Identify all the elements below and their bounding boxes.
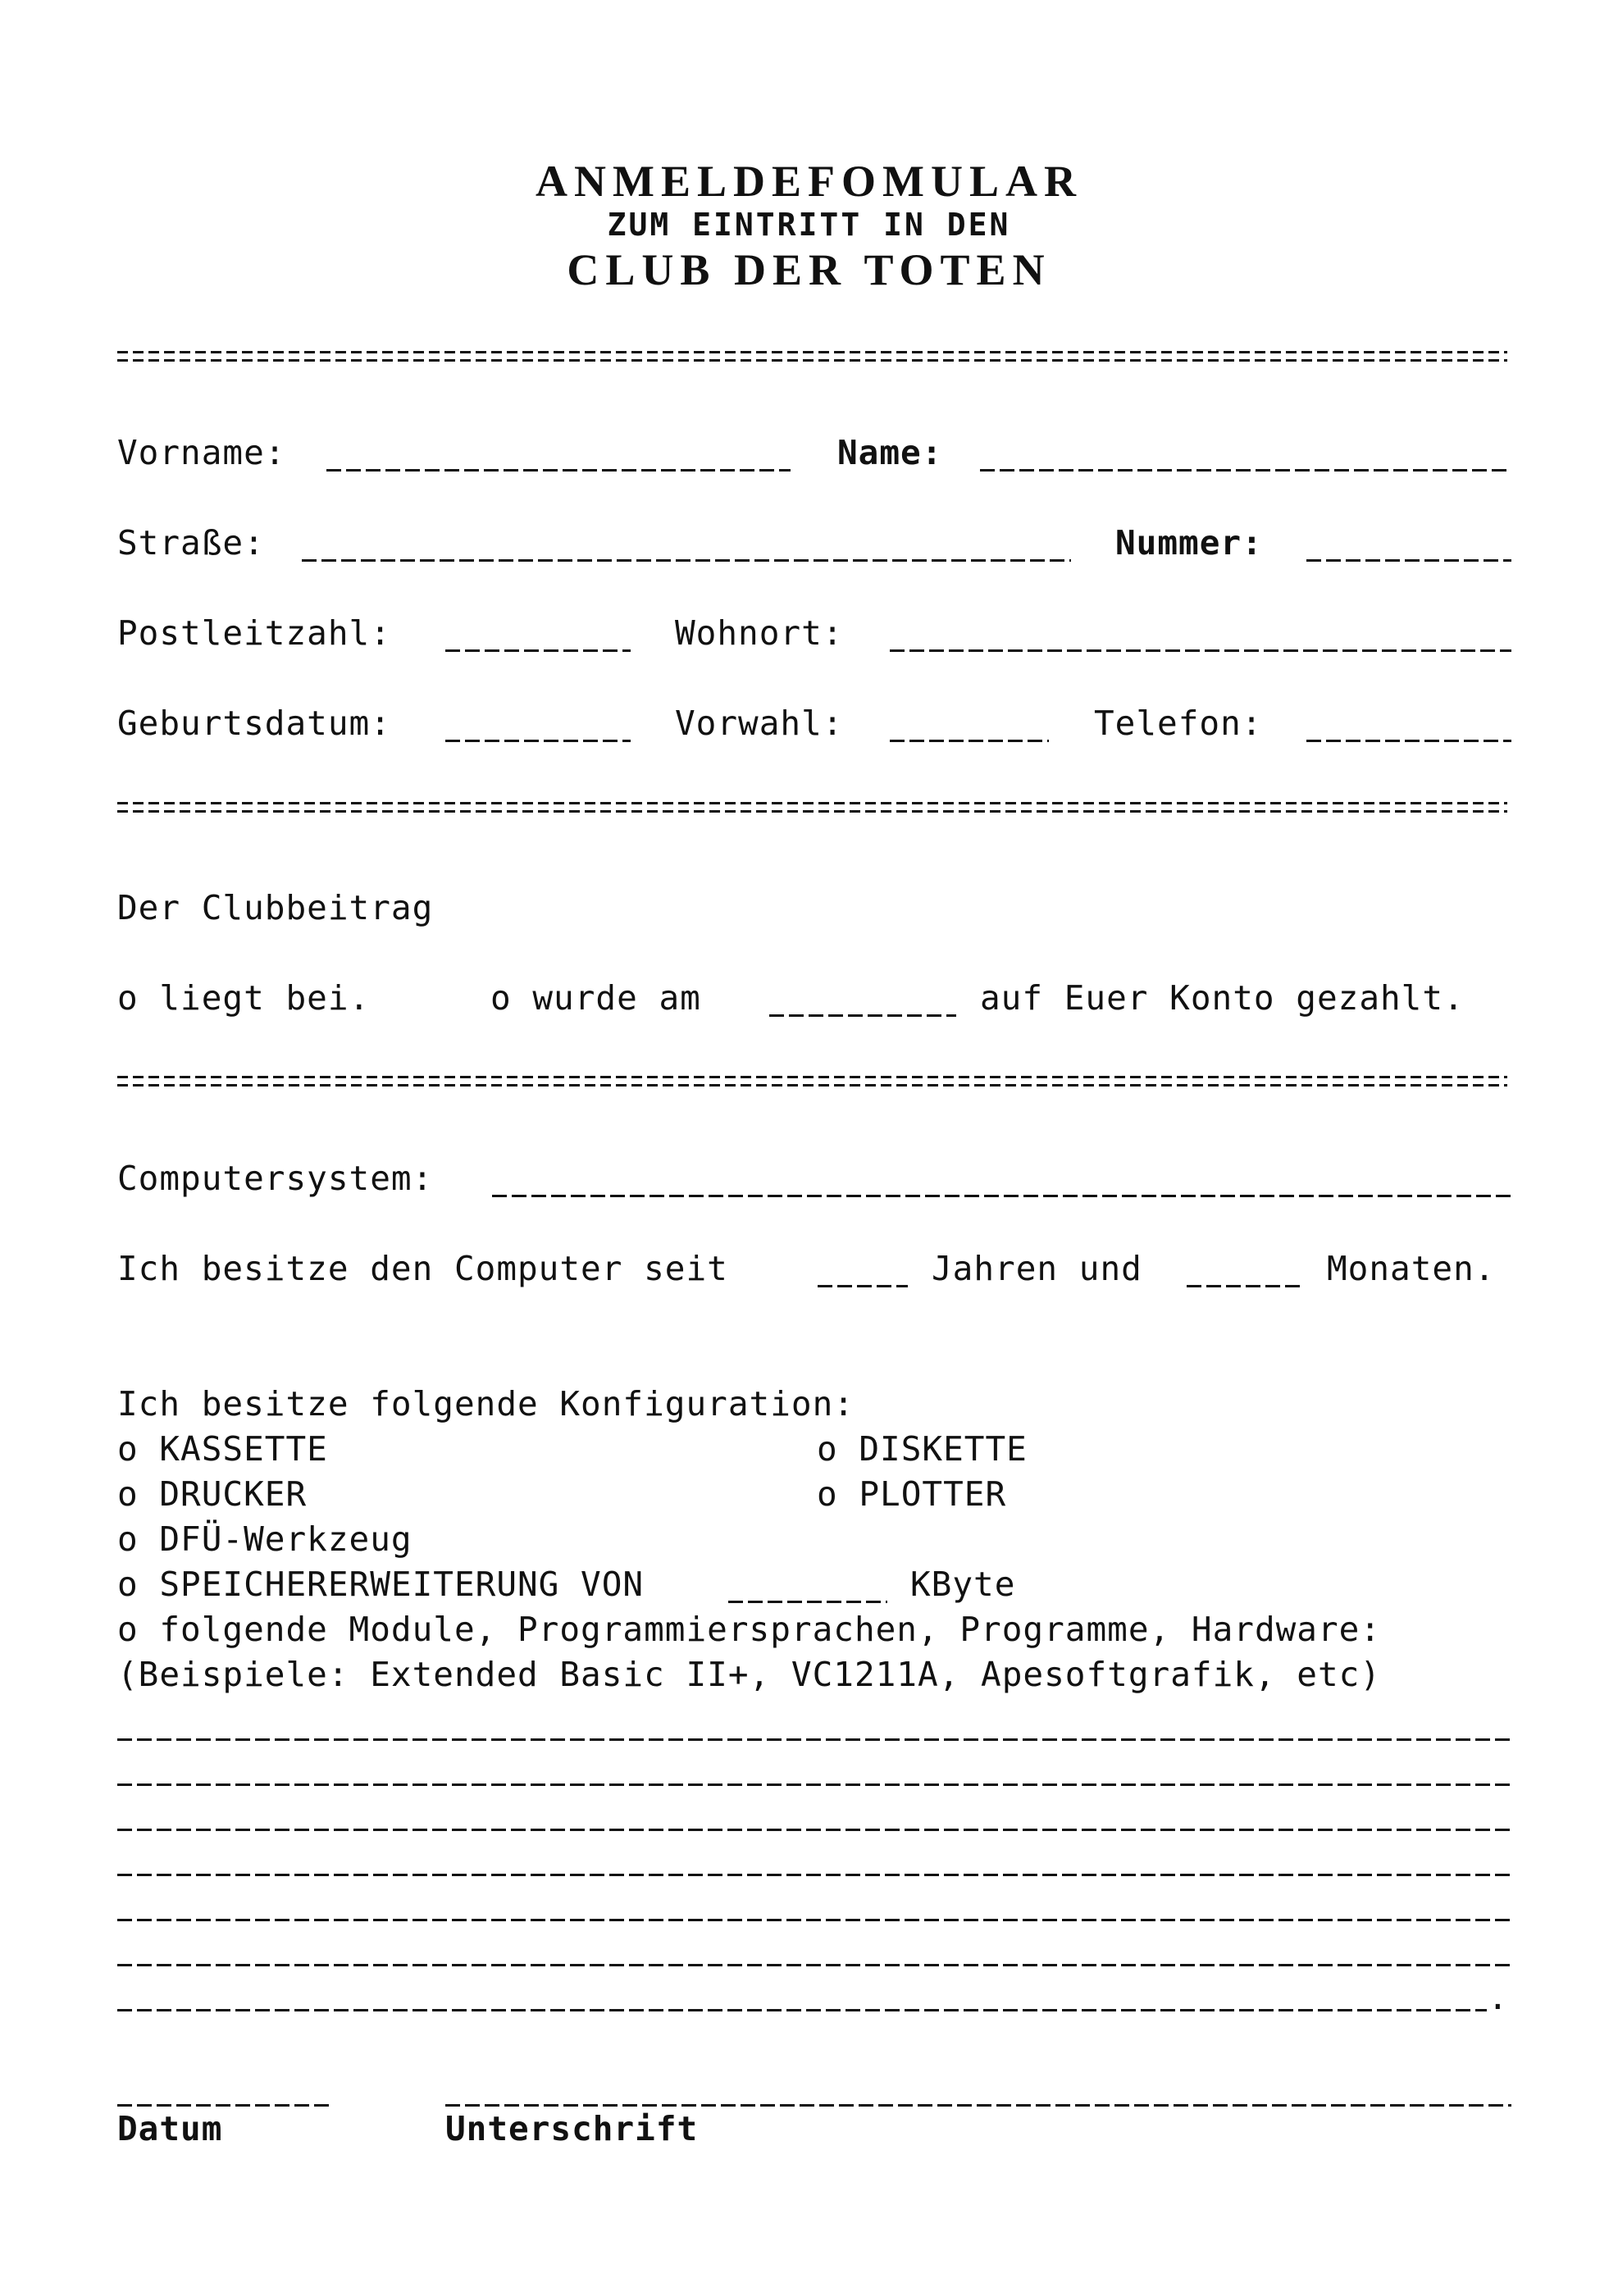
unterschrift-label: Unterschrift — [445, 2109, 699, 2148]
kbyte-label: KByte — [910, 1565, 1016, 1604]
freitext-line[interactable] — [117, 1964, 1511, 1966]
telefon-field[interactable] — [1306, 740, 1511, 742]
vorwahl-label: Vorwahl: — [675, 704, 844, 743]
option-drucker[interactable]: o DRUCKER — [117, 1474, 308, 1514]
computersystem-field[interactable] — [492, 1195, 1511, 1197]
option-module[interactable]: o folgende Module, Programmiersprachen, Programme, Hardware: — [117, 1610, 1382, 1649]
freitext-line[interactable] — [117, 1919, 1511, 1921]
konfiguration-heading: Ich besitze folgende Konfiguration: — [117, 1384, 855, 1424]
separator-rule — [117, 351, 1507, 362]
beitrag-option-suffix: auf Euer Konto gezahlt. — [980, 978, 1465, 1018]
option-plotter[interactable]: o PLOTTER — [817, 1474, 1007, 1514]
wohnort-field[interactable] — [890, 649, 1511, 652]
option-diskette[interactable]: o DISKETTE — [817, 1429, 1028, 1469]
form-subtitle: ZUM EINTRITT IN DEN — [607, 207, 1011, 243]
computersystem-label: Computersystem: — [117, 1159, 434, 1198]
geburtsdatum-label: Geburtsdatum: — [117, 704, 391, 743]
option-dfu[interactable]: o DFÜ-Werkzeug — [117, 1519, 412, 1559]
monate-field[interactable] — [1187, 1285, 1301, 1287]
club-name: CLUB DER TOTEN — [567, 245, 1051, 294]
jahren-label: Jahren und — [932, 1249, 1142, 1288]
zahlungsdatum-field[interactable] — [769, 1014, 956, 1017]
strasse-label: Straße: — [117, 523, 265, 563]
freitext-line[interactable] — [117, 1738, 1511, 1741]
freitext-line[interactable] — [117, 1874, 1511, 1876]
separator-rule — [117, 1076, 1507, 1087]
beitrag-option-gezahlt[interactable]: o wurde am — [490, 978, 701, 1018]
vorname-field[interactable] — [326, 469, 791, 472]
unterschrift-field[interactable] — [445, 2104, 1511, 2107]
strasse-field[interactable] — [302, 559, 1071, 562]
beitrag-option-liegt-bei[interactable]: o liegt bei. — [117, 978, 371, 1018]
jahre-field[interactable] — [818, 1285, 908, 1287]
nummer-label: Nummer: — [1115, 523, 1263, 563]
option-speichererweiterung[interactable]: o SPEICHERERWEITERUNG VON — [117, 1565, 645, 1604]
besitz-seit-label: Ich besitze den Computer seit — [117, 1249, 728, 1288]
wohnort-label: Wohnort: — [675, 613, 844, 653]
beitrag-heading: Der Clubbeitrag — [117, 888, 434, 927]
datum-field[interactable] — [117, 2104, 329, 2107]
option-kassette[interactable]: o KASSETTE — [117, 1429, 328, 1469]
nummer-field[interactable] — [1306, 559, 1511, 562]
monaten-label: Monaten. — [1327, 1249, 1496, 1288]
freitext-line[interactable] — [117, 1829, 1511, 1831]
plz-label: Postleitzahl: — [117, 613, 391, 653]
beispiele-note: (Beispiele: Extended Basic II+, VC1211A, Apesoftgrafik, etc) — [117, 1655, 1382, 1694]
geburtsdatum-field[interactable] — [445, 740, 631, 742]
telefon-label: Telefon: — [1094, 704, 1263, 743]
end-dot: . — [1488, 1978, 1509, 2017]
speicher-kbyte-field[interactable] — [728, 1601, 887, 1603]
vorwahl-field[interactable] — [890, 740, 1049, 742]
name-field[interactable] — [980, 469, 1511, 472]
freitext-line[interactable] — [117, 2009, 1487, 2011]
vorname-label: Vorname: — [117, 433, 286, 472]
plz-field[interactable] — [445, 649, 631, 652]
separator-rule — [117, 802, 1507, 813]
datum-label: Datum — [117, 2109, 223, 2148]
name-label: Name: — [837, 433, 943, 472]
form-title: ANMELDEFOMULAR — [536, 157, 1082, 206]
freitext-line[interactable] — [117, 1784, 1511, 1786]
